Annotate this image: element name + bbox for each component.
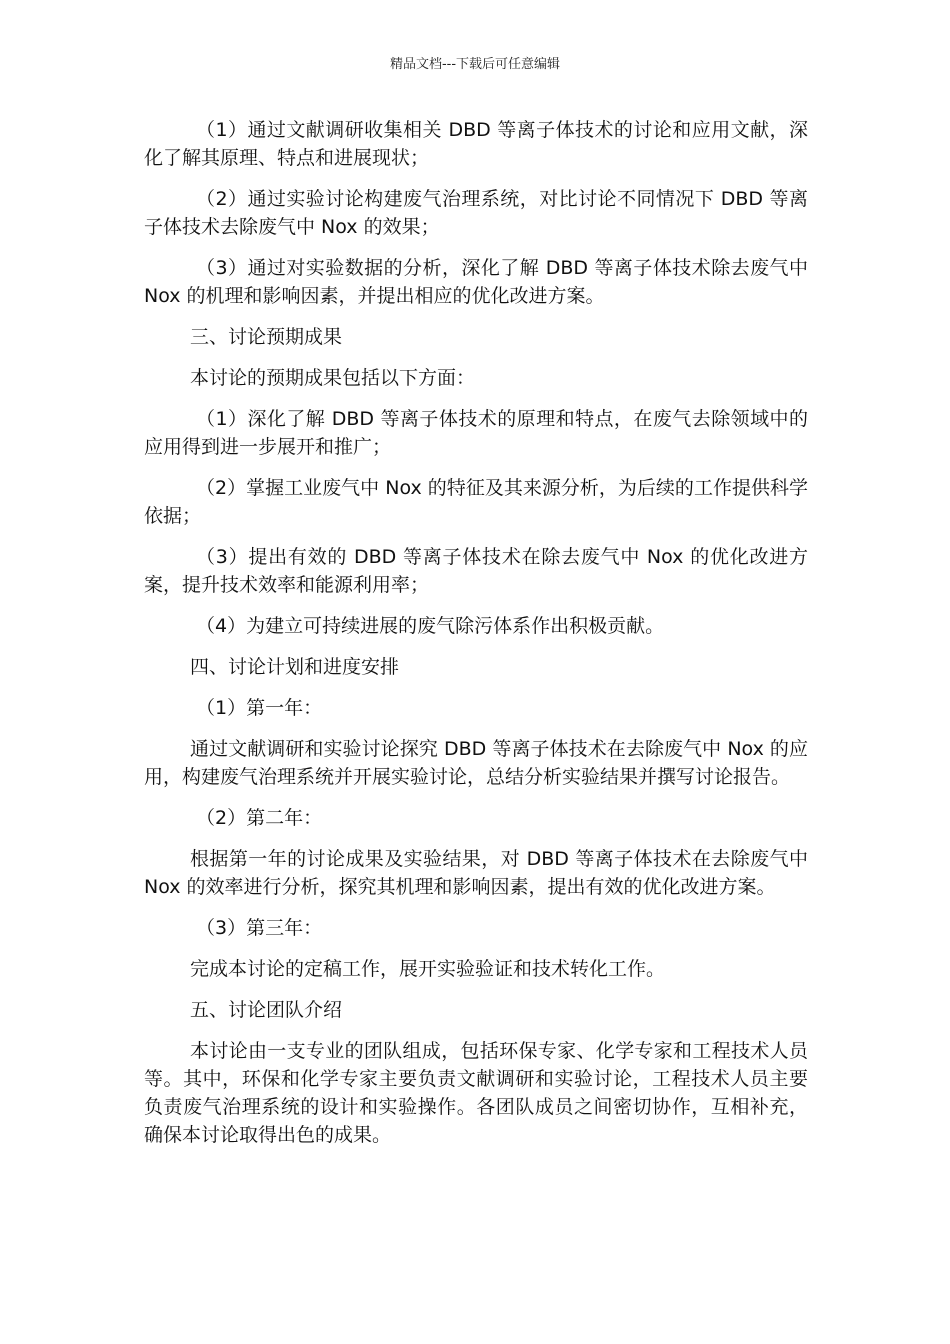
paragraph: （3）通过对实验数据的分析，深化了解 DBD 等离子体技术除去废气中 Nox 的机理和影响因素，并提出相应的优化改进方案。 xyxy=(144,257,808,307)
page-header: 精品文档---下载后可任意编辑 xyxy=(389,57,561,72)
paragraph: （2）通过实验讨论构建废气治理系统，对比讨论不同情况下 DBD 等离子体技术去除废气中 Nox 的效果； xyxy=(144,188,808,238)
subheading: （1）第一年： xyxy=(196,697,323,719)
subheading: （3）第三年： xyxy=(196,917,323,939)
paragraph: （1）通过文献调研收集相关 DBD 等离子体技术的讨论和应用文献，深化了解其原理、特点和进展现状； xyxy=(144,119,808,169)
section-heading: 五、讨论团队介绍 xyxy=(190,999,343,1021)
paragraph: （4）为建立可持续进展的废气除污体系作出积极贡献。 xyxy=(196,615,665,637)
paragraph: 根据第一年的讨论成果及实验结果，对 DBD 等离子体技术在去除废气中 Nox 的效率进行分析，探究其机理和影响因素，提出有效的优化改进方案。 xyxy=(144,848,808,898)
section-heading: 四、讨论计划和进度安排 xyxy=(190,656,400,678)
paragraph: （1）深化了解 DBD 等离子体技术的原理和特点，在废气去除领域中的应用得到进一步展开和推广； xyxy=(144,408,808,458)
paragraph: 本讨论由一支专业的团队组成，包括环保专家、化学专家和工程技术人员等。其中，环保和化学专家主要负责文献调研和实验讨论，工程技术人员主要负责废气治理系统的设计和实验操作。各团队成员之间密切协作，互相补充，确保本讨论取得出色的成果。 xyxy=(144,1040,808,1146)
section-heading: 三、讨论预期成果 xyxy=(190,326,343,348)
subheading: （2）第二年： xyxy=(196,807,323,829)
paragraph: 通过文献调研和实验讨论探究 DBD 等离子体技术在去除废气中 Nox 的应用，构建废气治理系统并开展实验讨论，总结分析实验结果并撰写讨论报告。 xyxy=(144,738,808,788)
paragraph: 完成本讨论的定稿工作，展开实验验证和技术转化工作。 xyxy=(190,958,666,980)
document-body xyxy=(144,116,808,1162)
paragraph: （2）掌握工业废气中 Nox 的特征及其来源分析，为后续的工作提供科学依据； xyxy=(144,477,808,527)
paragraph: 本讨论的预期成果包括以下方面： xyxy=(190,367,476,389)
paragraph: （3）提出有效的 DBD 等离子体技术在除去废气中 Nox 的优化改进方案，提升技术效率和能源利用率； xyxy=(144,546,808,596)
